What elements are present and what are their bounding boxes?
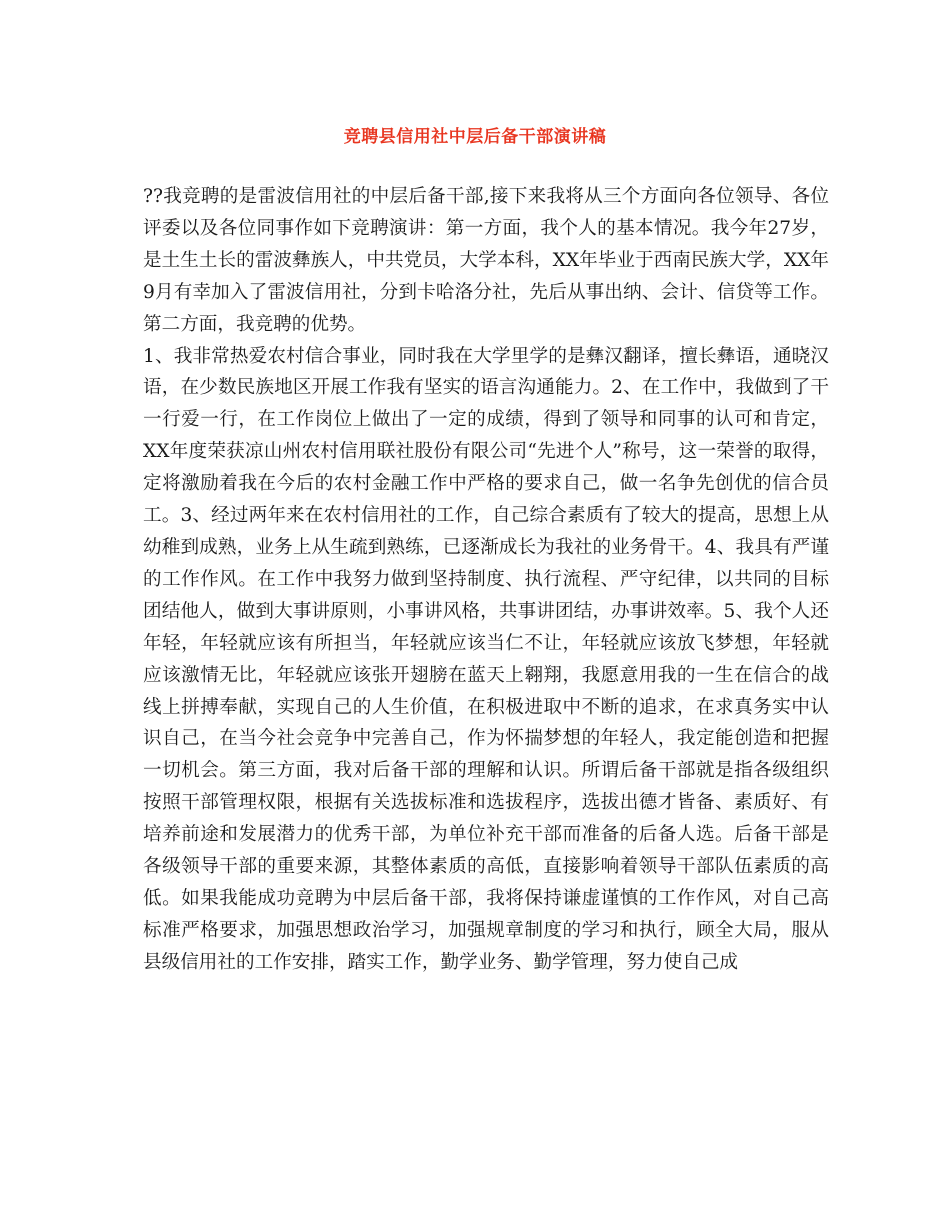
document-body xyxy=(143,181,829,979)
paragraph-intro: ??我竞聘的是雷波信用社的中层后备干部,接下来我将从三个方面向各位领导、各位评委以及各位同事作如下竞聘演讲：第一方面，我个人的基本情况。我今年27岁，是土生土长的雷波彝族人，中共党员，大学本科，XX年毕业于西南民族大学，XX年9月有幸加入了雷波信用社，分到卡哈洛分社，先后从事出纳、会计、信贷等工作。第二方面，我竞聘的优势。 xyxy=(143,186,829,335)
document-title: 竞聘县信用社中层后备干部演讲稿 xyxy=(343,127,607,147)
paragraph-main: 1、我非常热爱农村信合事业，同时我在大学里学的是彝汉翻译，擅长彝语，通晓汉语，在少数民族地区开展工作我有坚实的语言沟通能力。2、在工作中，我做到了干一行爱一行，在工作岗位上做出了一定的成绩，得到了领导和同事的认可和肯定，XX年度荣获凉山州农村信用联社股份有限公司“先进个人”称号，这一荣誉的取得，定将激励着我在今后的农村金融工作中严格的要求自己，做一名争先创优的信合员工。3、经过两年来在农村信用社的工作，自己综合素质有了较大的提高，思想上从幼稚到成熟，业务上从生疏到熟练，已逐渐成长为我社的业务骨干。4、我具有严谨的工作作风。在工作中我努力做到坚持制度、执行流程、严守纪律，以共同的目标团结他人，做到大事讲原则，小事讲风格，共事讲团结，办事讲效率。5、我个人还年轻，年轻就应该有所担当，年轻就应该当仁不让，年轻就应该放飞梦想，年轻就应该激情无比，年轻就应该张开翅膀在蓝天上翱翔，我愿意用我的一生在信合的战线上拼搏奉献，实现自己的人生价值，在积极进取中不断的追求，在求真务实中认识自己，在当今社会竞争中完善自己，作为怀揣梦想的年轻人，我定能创造和把握一切机会。第三方面，我对后备干部的理解和认识。所谓后备干部就是指各级组织按照干部管理权限，根据有关选拔标准和选拔程序，选拔出德才皆备、素质好、有培养前途和发展潜力的优秀干部，为单位补充干部而准备的后备人选。后备干部是各级领导干部的重要来源，其整体素质的高低，直接影响着领导干部队伍素质的高低。如果我能成功竞聘为中层后备干部，我将保持谦虚谨慎的工作作风，对自己高标准严格要求，加强思想政治学习，加强规章制度的学习和执行，顾全大局，服从县级信用社的工作安排，踏实工作，勤学业务、勤学管理，努力使自己成 xyxy=(143,345,829,973)
